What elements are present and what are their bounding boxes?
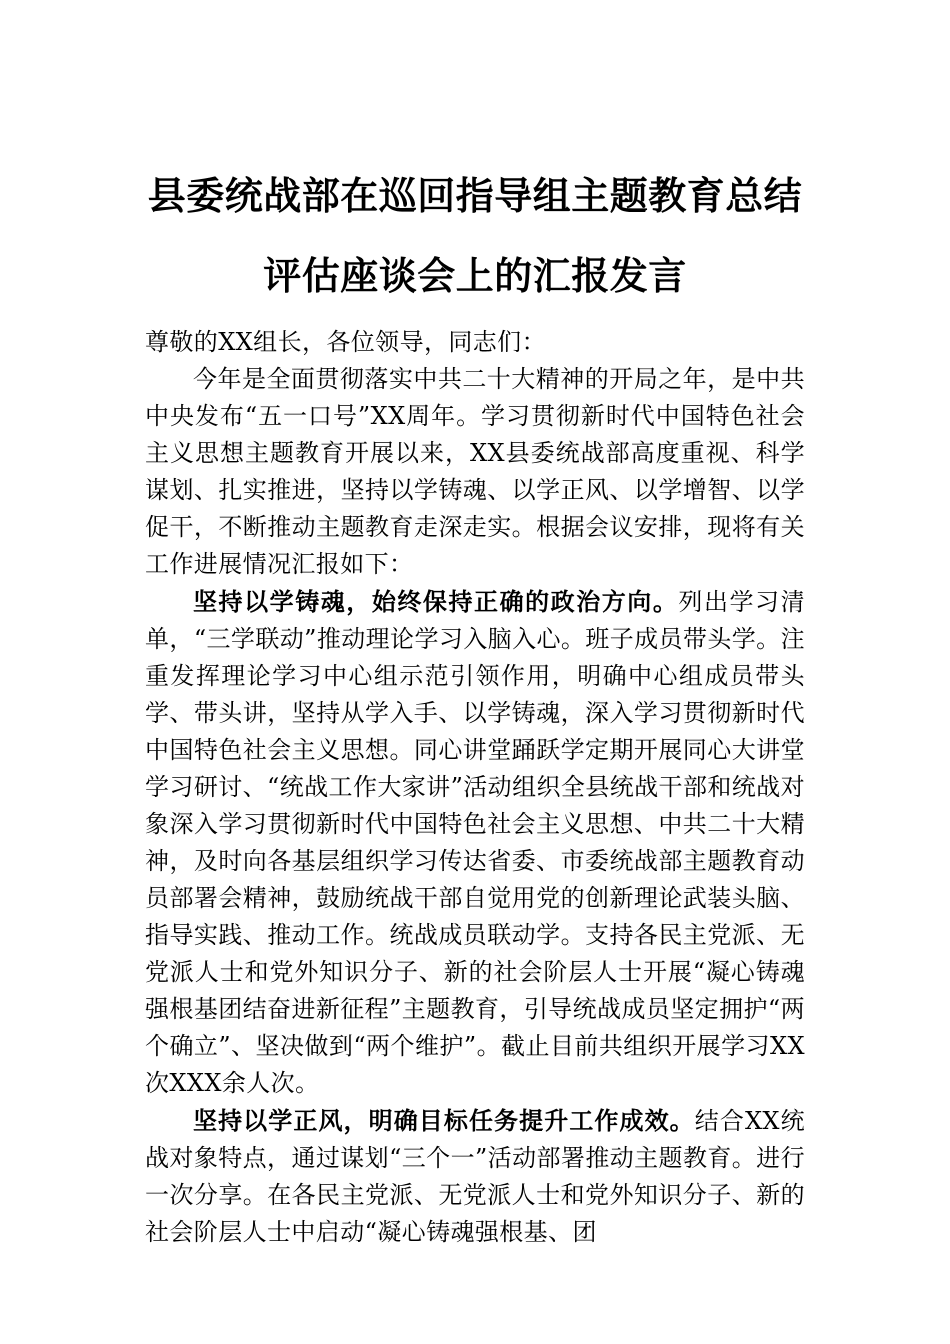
paragraph-text: 列出学习清单，“三学联动”推动理论学习入脑入心。班子成员带头学。注重发挥理论学习中心组示范引领作用，明确中心组成员带头学、带头讲，坚持从学入手、以学铸魂，深入学习贯彻新时代中国特色社会主义思想。同心讲堂踊跃学定期开展同心大讲堂学习研讨、“统战工作大家讲”活动组织全县统战干部和统战对象深入学习贯彻新时代中国特色社会主义思想、中共二十大精神，及时向各基层组织学习传达省委、市委统战部主题教育动员部署会精神，鼓励统战干部自觉用党的创新理论武装头脑、指导实践、推动工作。统战成员联动学。支持各民主党派、无党派人士和党外知识分子、新的社会阶层人士开展“凝心铸魂强根基团结奋进新征程”主题教育，引导统战成员坚定拥护“两个确立”、坚决做到“两个维护”。截止目前共组织开展学习XX次XXX余人次。	[145, 588, 805, 1097]
paragraph-section-1	[145, 583, 805, 1102]
paragraph-intro	[145, 361, 805, 583]
paragraph-text: 今年是全面贯彻落实中共二十大精神的开局之年，是中共中央发布“五一口号”XX周年。学习贯彻新时代中国特色社会主义思想主题教育开展以来，XX县委统战部高度重视、科学谋划、扎实推进，坚持以学铸魂、以学正风、以学增智、以学促干，不断推动主题教育走深走实。根据会议安排，现将有关工作进展情况汇报如下：	[145, 365, 805, 578]
salutation: 尊敬的XX组长，各位领导，同志们：	[145, 328, 546, 356]
document-body	[145, 324, 805, 1251]
paragraph-lead-heading: 坚持以学正风，明确目标任务提升工作成效。	[193, 1106, 695, 1135]
paragraph-section-2	[145, 1102, 805, 1251]
paragraph-lead-heading: 坚持以学铸魂，始终保持正确的政治方向。	[193, 587, 679, 616]
paragraph-text: 结合XX统战对象特点，通过谋划“三个一”活动部署推动主题教育。进行一次分享。在各民主党派、无党派人士和党外知识分子、新的社会阶层人士中启动“凝心铸魂强根基、团	[145, 1107, 806, 1246]
document-title: 县委统战部在巡回指导组主题教育总结评估座谈会上的汇报发言	[147, 173, 803, 298]
